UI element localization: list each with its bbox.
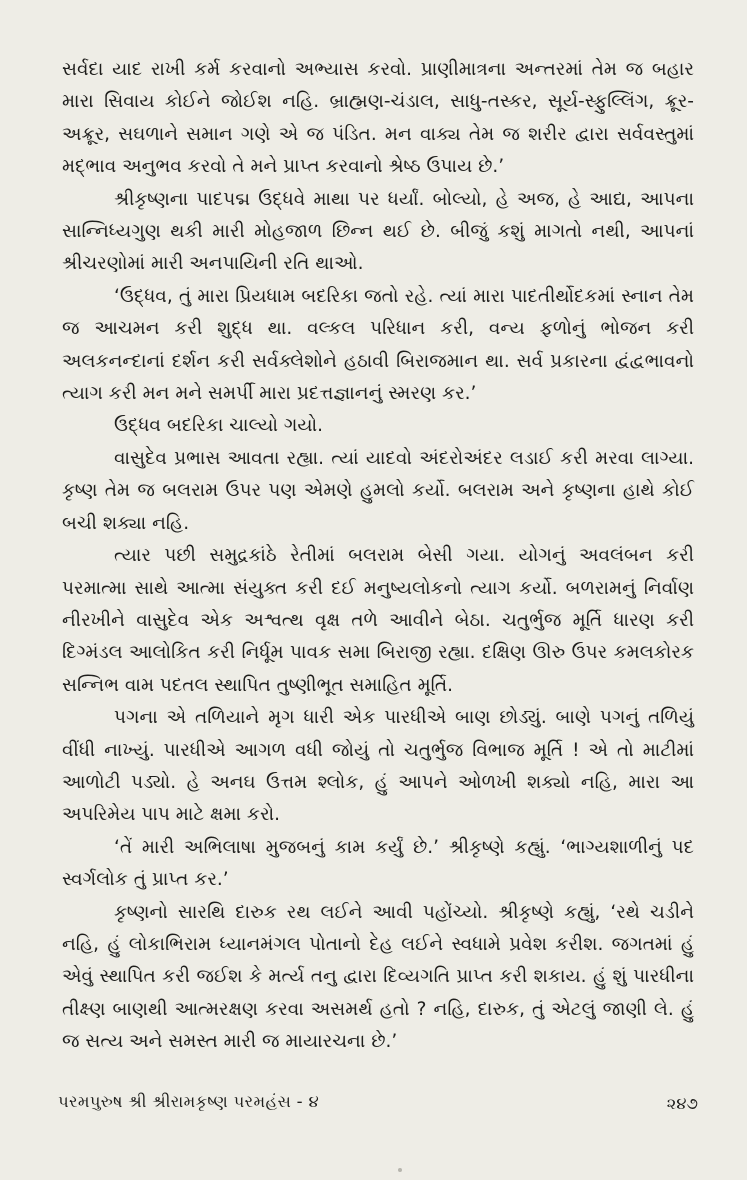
page-number: ૨૪૭: [666, 1094, 698, 1113]
paragraph: ત્યાર પછી સમુદ્રકાંઠે રેતીમાં બલરામ બેસી ગયા. યોગનું અવલંબન કરી પરમાત્મા સાથે આત્મા સંયુક્ત કરી દઈ મનુષ્યલોકનો ત્યાગ કર્યો. બળરામનું નિર્વાણ નીરખીને વાસુદેવ એક અશ્વત્થ વૃક્ષ તળે આવીને બેઠા. ચતુર્ભુજ મૂર્તિ ધારણ કરી દિગ્મંડલ આલોકિત કરી નિર્ધૂમ પાવક સમા બિરાજી રહ્યા. દક્ષિણ ઊરુ ઉપર કમલકોરક સન્નિભ વામ પદતલ સ્થાપિત તુષ્ણીભૂત સમાહિત મૂર્તિ.: [62, 545, 694, 696]
page-body: [62, 54, 694, 1059]
running-footer-title: પરમપુરુષ શ્રી શ્રીરામકૃષ્ણ પરમહંસ - ૪: [58, 1092, 320, 1111]
paragraph: વાસુદેવ પ્રભાસ આવતા રહ્યા. ત્યાં યાદવો અંદરોઅંદર લડાઈ કરી મરવા લાગ્યા. કૃષ્ણ તેમ જ બલરામ ઉપર પણ એમણે હુમલો કર્યો. બલરામ અને કૃષ્ણના હાથે કોઈ બચી શક્યા નહિ.: [62, 447, 694, 534]
paragraph: ‘તેં મારી અભિલાષા મુજબનું કામ કર્યું છે.’ શ્રીકૃષ્ણે કહ્યું. ‘ભાગ્યશાળીનું પદ સ્વર્ગલોક તું પ્રાપ્ત કર.’: [62, 836, 694, 891]
paragraph: ઉદ્ધવ બદરિકા ચાલ્યો ગયો.: [114, 415, 324, 437]
paragraph: ‘ઉદ્ધવ, તું મારા પ્રિયધામ બદરિકા જતો રહે. ત્યાં મારા પાદતીર્થોદકમાં સ્નાન તેમ જ આચમન કરી શુદ્ધ થા. વલ્કલ પરિધાન કરી, વન્ય ફળોનું ભોજન કરી અલકનન્દાનાં દર્શન કરી સર્વક્લેશોને હઠાવી બિરાજમાન થા. સર્વ પ્રકારના દ્વંદ્વભાવનો ત્યાગ કરી મન મને સમર્પી મારા પ્રદત્તજ્ઞાનનું સ્મરણ કર.’: [62, 285, 694, 405]
paragraph: સર્વદા યાદ રાખી કર્મ કરવાનો અભ્યાસ કરવો. પ્રાણીમાત્રના અન્તરમાં તેમ જ બહાર મારા સિવાય કોઈને જોઈશ નહિ. બ્રાહ્મણ-ચંડાલ, સાધુ-તસ્કર, સૂર્ય-સ્ફુલ્લિંગ, ક્રૂર-અક્રૂર, સઘળાને સમાન ગણે એ જ પંડિત. મન વાક્ય તેમ જ શરીર દ્વારા સર્વવસ્તુમાં મદ્ભાવ અનુભવ કરવો તે મને પ્રાપ્ત કરવાનો શ્રેષ્ઠ ઉપાય છે.’: [62, 59, 694, 178]
paper-speck: [398, 1168, 402, 1172]
paragraph: શ્રીકૃષ્ણના પાદપદ્મ ઉદ્ધવે માથા પર ધર્યાં. બોલ્યો, હે અજ, હે આદ્ય, આપના સાન્નિધ્યગુણ થકી મારી મોહજાળ છિન્ન થઈ છે. બીજું કશું માગતો નથી, આપનાં શ્રીચરણોમાં મારી અનપાયિની રતિ થાઓ.: [62, 188, 694, 275]
paragraph: પગના એ તળિયાને મૃગ ધારી એક પારધીએ બાણ છોડ્યું. બાણે પગનું તળિયું વીંધી નાખ્યું. પારધીએ આગળ વધી જોયું તો ચતુર્ભુજ વિભાજ મૂર્તિ ! એ તો માટીમાં આળોટી પડ્યો. હે અનઘ ઉત્તમ શ્લોક, હું આપને ઓળખી શક્યો નહિ, મારા આ અપરિમેય પાપ માટે ક્ષમા કરો.: [62, 707, 694, 826]
paragraph: કૃષ્ણનો સારથિ દારુક રથ લઈને આવી પહોંચ્યો. શ્રીકૃષ્ણે કહ્યું, ‘રથે ચડીને નહિ, હું લોકાભિરામ ધ્યાનમંગલ પોતાનો દેહ લઈને સ્વધામે પ્રવેશ કરીશ. જગતમાં હું એવું સ્થાપિત કરી જઈશ કે મર્ત્ય તનુ દ્વારા દિવ્યગતિ પ્રાપ્ત કરી શકાય. હું શું પારધીના તીક્ષ્ણ બાણથી આત્મરક્ષણ કરવા અસમર્થ હતો ? નહિ, દારુક, તું એટલું જાણી લે. હું જ સત્ય અને સમસ્ત મારી જ માયારચના છે.’: [62, 901, 694, 1053]
